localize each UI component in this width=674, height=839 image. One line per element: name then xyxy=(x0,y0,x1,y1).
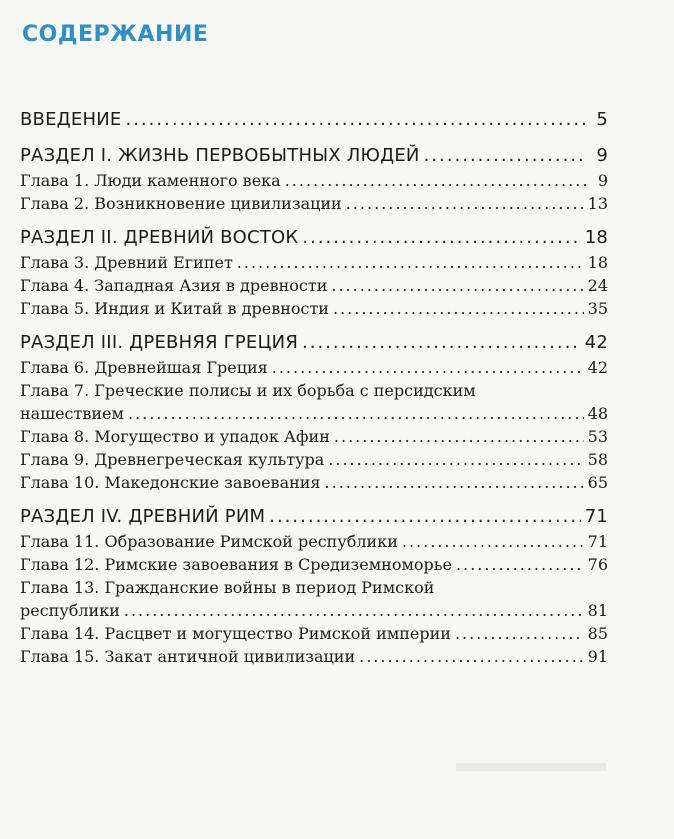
toc-chapter-9[interactable] xyxy=(20,448,608,471)
leader-dots xyxy=(402,530,584,553)
leader-dots xyxy=(237,251,584,274)
toc-chapter-label: Глава 4. Западная Азия в древности xyxy=(20,276,328,295)
toc-page-number: 24 xyxy=(587,276,608,295)
toc-chapter-label: Глава 12. Римские завоевания в Средиземноморье xyxy=(20,555,452,574)
leader-dots xyxy=(325,471,584,494)
toc-page-number: 42 xyxy=(584,332,608,353)
toc-page-number: 35 xyxy=(587,299,608,318)
leader-dots xyxy=(456,553,584,576)
toc-section-1[interactable] xyxy=(20,143,608,169)
toc-chapter-15[interactable] xyxy=(20,645,608,668)
toc-section-4[interactable] xyxy=(20,504,608,530)
toc-chapter-label-continued: нашествием xyxy=(20,404,124,423)
toc-page-number: 71 xyxy=(587,532,608,551)
toc-chapter-13[interactable] xyxy=(20,576,608,599)
leader-dots xyxy=(346,192,584,215)
page-title: СОДЕРЖАНИЕ xyxy=(22,22,209,47)
toc-page-number: 42 xyxy=(587,358,608,377)
toc-page-number: 65 xyxy=(587,473,608,492)
leader-dots xyxy=(269,504,580,530)
leader-dots xyxy=(328,448,583,471)
toc-page-number: 85 xyxy=(587,624,608,643)
toc-chapter-7[interactable] xyxy=(20,379,608,402)
leader-dots xyxy=(125,107,586,133)
toc-chapter-label: Глава 5. Индия и Китай в древности xyxy=(20,299,329,318)
toc-page-number: 18 xyxy=(584,227,608,248)
toc-chapter-label: Глава 2. Возникновение цивилизации xyxy=(20,194,342,213)
toc-section-label: РАЗДЕЛ III. ДРЕВНЯЯ ГРЕЦИЯ xyxy=(20,332,299,353)
toc-entry-label: ВВЕДЕНИЕ xyxy=(20,109,122,130)
leader-dots xyxy=(424,143,586,169)
toc-chapter-11[interactable] xyxy=(20,530,608,553)
toc-page-number: 48 xyxy=(587,404,608,423)
bleed-through-mark xyxy=(456,763,606,771)
toc-chapter-label: Глава 7. Греческие полисы и их борьба с персидским xyxy=(20,381,476,400)
leader-dots xyxy=(128,402,584,425)
leader-dots xyxy=(359,645,584,668)
leader-dots xyxy=(272,356,584,379)
leader-dots xyxy=(302,330,581,356)
toc-page-number: 91 xyxy=(587,647,608,666)
leader-dots xyxy=(455,622,584,645)
toc-chapter-label: Глава 15. Закат античной цивилизации xyxy=(20,647,356,666)
leader-dots xyxy=(333,297,584,320)
toc-chapter-label: Глава 3. Древний Египет xyxy=(20,253,233,272)
toc-section-2[interactable] xyxy=(20,225,608,251)
toc-page-number: 81 xyxy=(587,601,608,620)
toc-chapter-5[interactable] xyxy=(20,297,608,320)
toc-chapter-2[interactable] xyxy=(20,192,608,215)
toc-section-3[interactable] xyxy=(20,330,608,356)
toc-entry-intro[interactable] xyxy=(20,107,608,133)
toc-chapter-label: Глава 10. Македонские завоевания xyxy=(20,473,321,492)
leader-dots xyxy=(124,599,584,622)
toc-page-number: 13 xyxy=(587,194,608,213)
toc-page-number: 9 xyxy=(596,145,608,166)
toc-chapter-13-continued[interactable] xyxy=(20,599,608,622)
toc-page-number: 53 xyxy=(587,427,608,446)
toc-chapter-1[interactable] xyxy=(20,169,608,192)
leader-dots xyxy=(285,169,586,192)
leader-dots xyxy=(302,225,580,251)
toc-chapter-label: Глава 13. Гражданские войны в период Римской xyxy=(20,578,435,597)
leader-dots xyxy=(331,274,583,297)
toc-chapter-7-continued[interactable] xyxy=(20,402,608,425)
toc-chapter-label: Глава 6. Древнейшая Греция xyxy=(20,358,268,377)
toc-chapter-label: Глава 9. Древнегреческая культура xyxy=(20,450,325,469)
toc-page-number: 5 xyxy=(596,109,608,130)
toc-chapter-8[interactable] xyxy=(20,425,608,448)
toc-section-label: РАЗДЕЛ I. ЖИЗНЬ ПЕРВОБЫТНЫХ ЛЮДЕЙ xyxy=(20,145,420,166)
toc-chapter-14[interactable] xyxy=(20,622,608,645)
toc-chapter-3[interactable] xyxy=(20,251,608,274)
toc-chapter-label-continued: республики xyxy=(20,601,120,620)
toc-chapter-label: Глава 1. Люди каменного века xyxy=(20,171,281,190)
toc-page-number: 9 xyxy=(597,171,608,190)
toc-chapter-4[interactable] xyxy=(20,274,608,297)
toc-chapter-6[interactable] xyxy=(20,356,608,379)
toc-chapter-label: Глава 8. Могущество и упадок Афин xyxy=(20,427,330,446)
toc-section-label: РАЗДЕЛ IV. ДРЕВНИЙ РИМ xyxy=(20,506,266,527)
toc-chapter-10[interactable] xyxy=(20,471,608,494)
toc-page-number: 58 xyxy=(587,450,608,469)
toc-page-number: 18 xyxy=(587,253,608,272)
toc-chapter-label: Глава 14. Расцвет и могущество Римской империи xyxy=(20,624,451,643)
toc-chapter-label: Глава 11. Образование Римской республики xyxy=(20,532,398,551)
toc-page-number: 76 xyxy=(587,555,608,574)
leader-dots xyxy=(334,425,584,448)
toc-page-number: 71 xyxy=(584,506,608,527)
table-of-contents xyxy=(20,107,608,668)
toc-section-label: РАЗДЕЛ II. ДРЕВНИЙ ВОСТОК xyxy=(20,227,299,248)
toc-chapter-12[interactable] xyxy=(20,553,608,576)
